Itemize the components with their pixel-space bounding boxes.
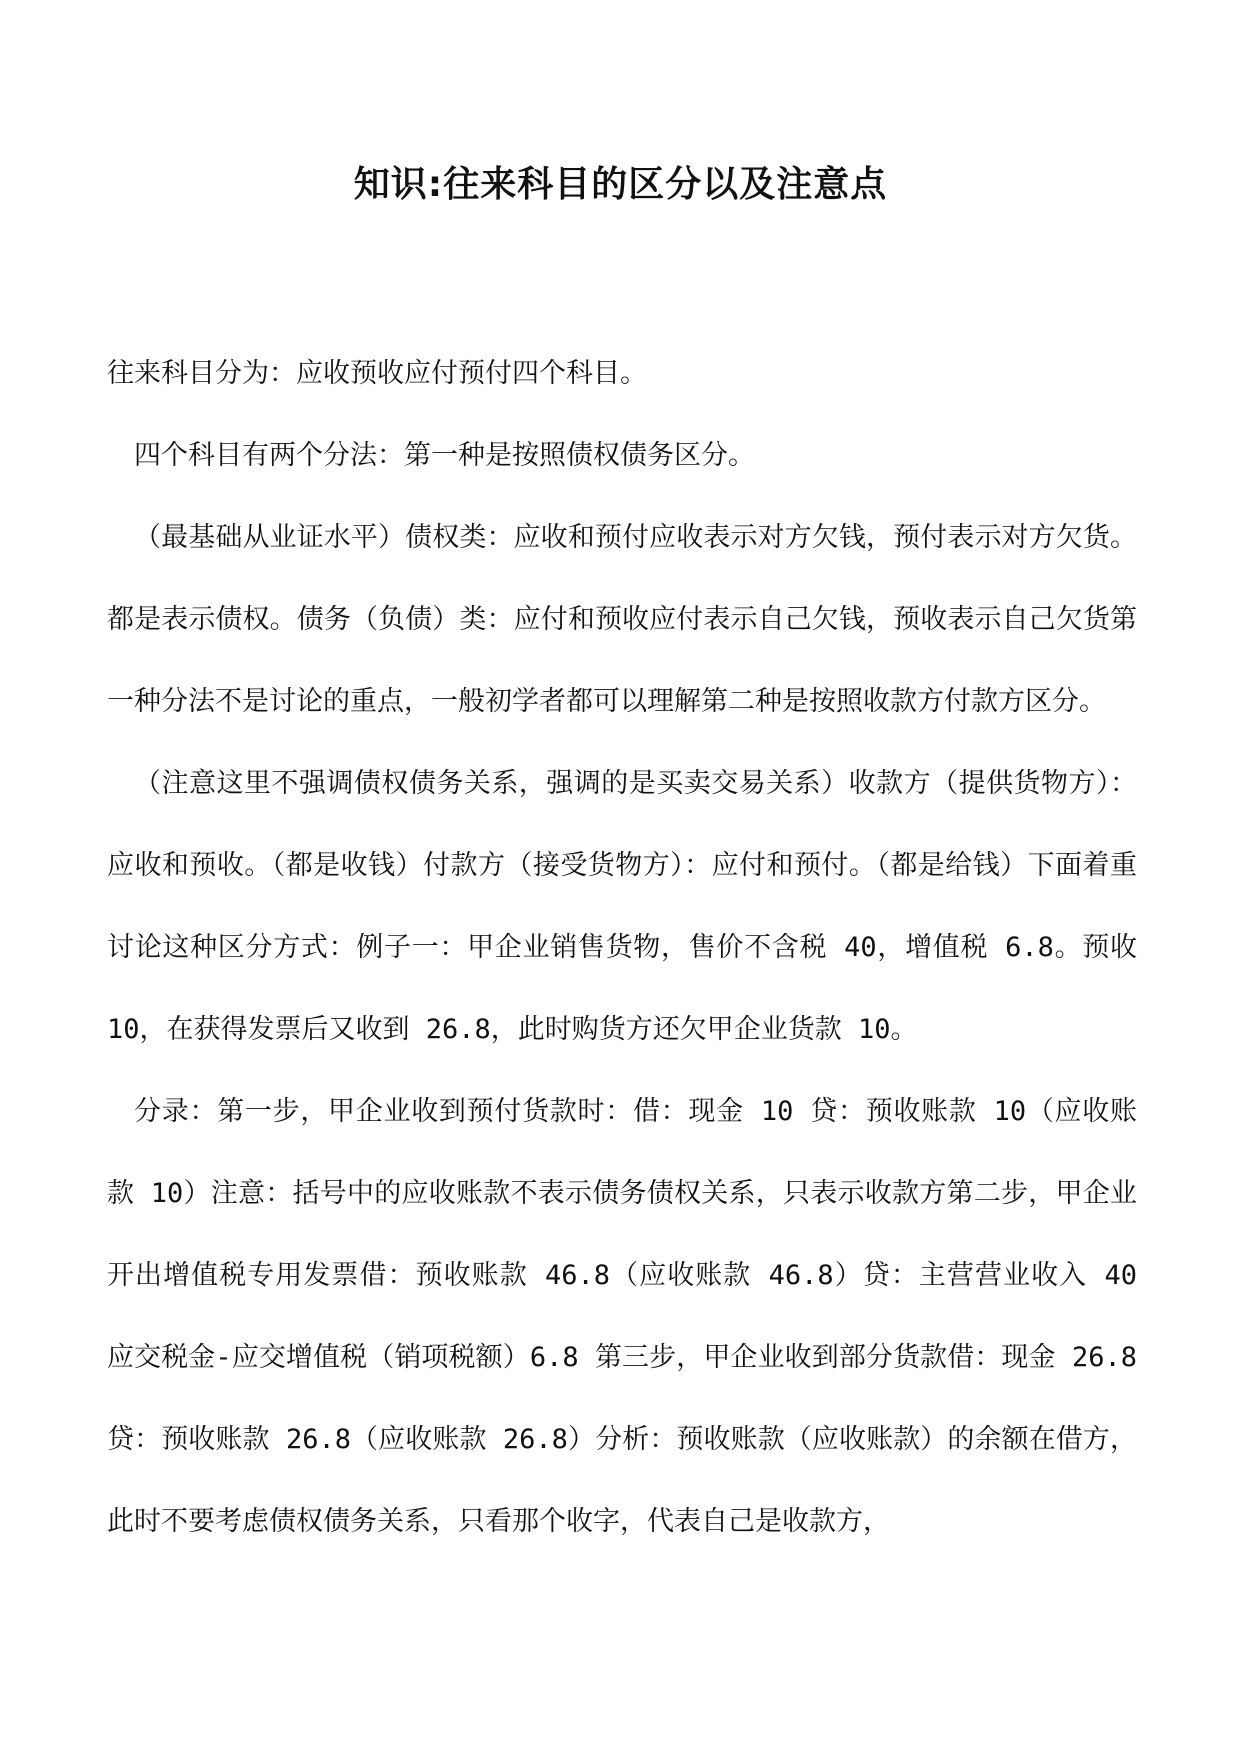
paragraph-intro: 往来科目分为：应收预收应付预付四个科目。	[107, 358, 647, 389]
paragraph-classification: 四个科目有两个分法：第一种是按照债权债务区分。	[134, 440, 755, 471]
paragraph-journal-entries: 分录：第一步，甲企业收到预付货款时：借：现金 10 贷：预收账款 10（应收账款 10）注意：括号中的应收账款不表示债务债权关系，只表示收款方第二步，甲企业开出增值税专用发票借：预收账款 46.8（应收账款 46.8）贷：主营营业收入 40 应交税金-应交增值税（销项税额）6.8 第三步，甲企业收到部分货款借：现金 26.8 贷：预收账款 26.8（应收账款 26.8）分析：预收账款（应收账款）的余额在借方，此时不要考虑债权债务关系，只看那个收字，代表自己是收款方，	[107, 1096, 1137, 1537]
paragraph-payee-payer: （注意这里不强调债权债务关系，强调的是买卖交易关系）收款方（提供货物方）：应收和预收。（都是收钱）付款方（接受货物方）：应付和预付。（都是给钱）下面着重讨论这种区分方式：例子一：甲企业销售货物，售价不含税 40，增值税 6.8。预收 10，在获得发票后又收到 26.8，此时购货方还欠甲企业货款 10。	[107, 768, 1137, 1045]
paragraph-creditor-debtor: （最基础从业证水平）债权类：应收和预付应收表示对方欠钱，预付表示对方欠货。都是表示债权。债务（负债）类：应付和预收应付表示自己欠钱，预收表示自己欠货第一种分法不是讨论的重点，一般初学者都可以理解第二种是按照收款方付款方区分。	[107, 522, 1137, 717]
document-title: 知识:往来科目的区分以及注意点	[353, 164, 888, 205]
document-body	[107, 333, 1137, 1563]
